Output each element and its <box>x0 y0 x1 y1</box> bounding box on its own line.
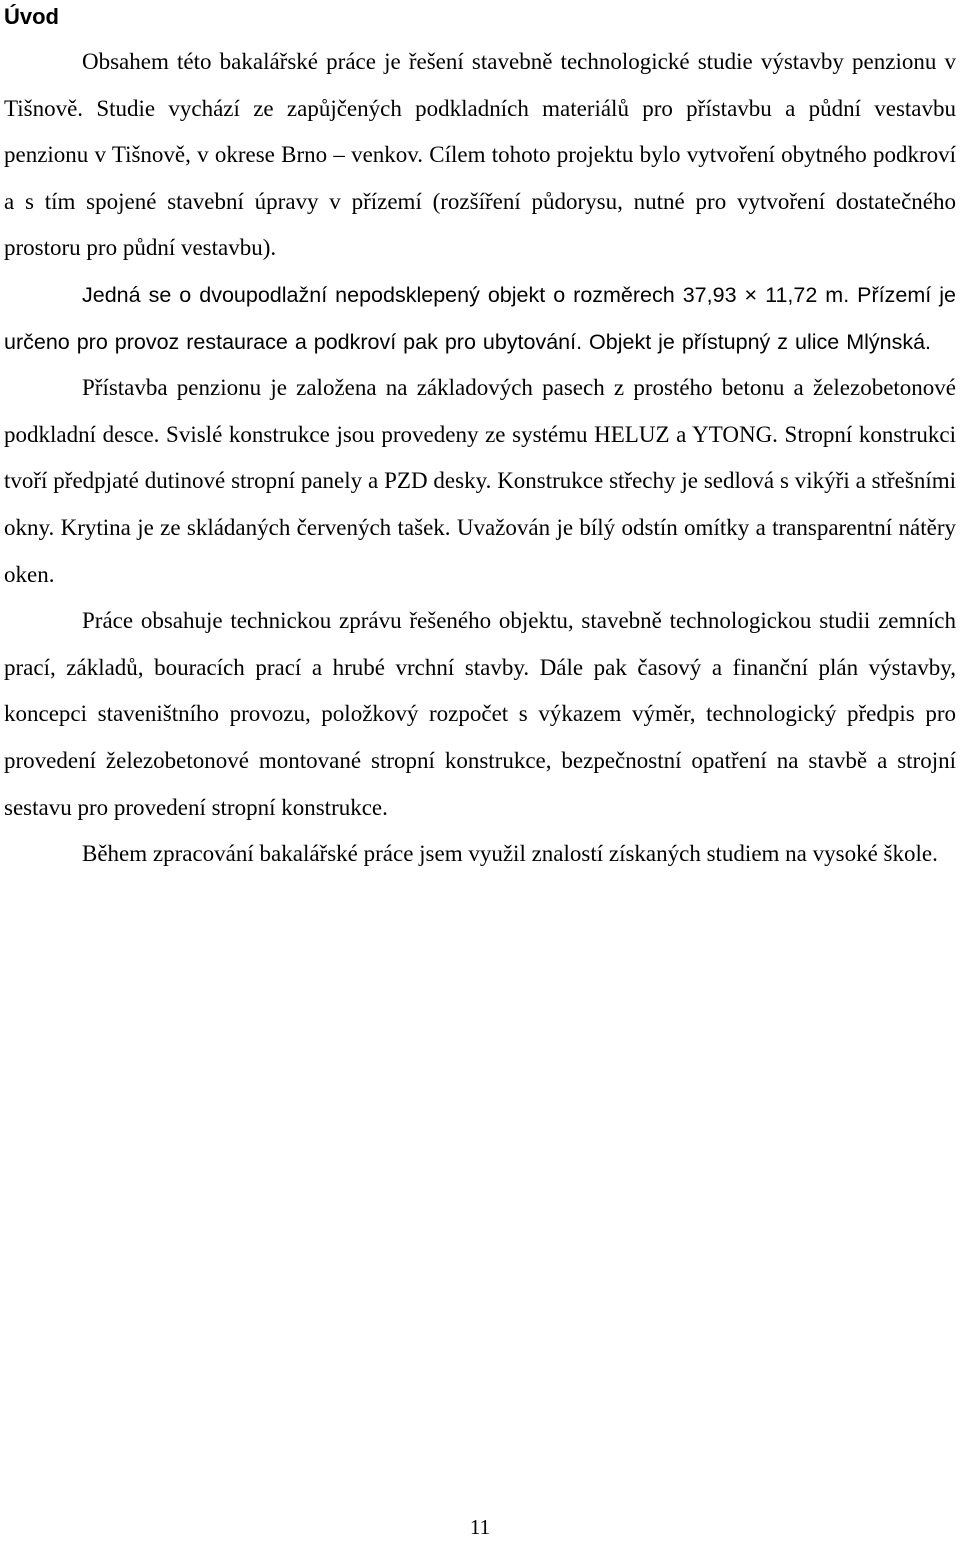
page-number: 11 <box>469 1515 491 1539</box>
body-text <box>4 39 956 878</box>
paragraph-object-description: Jedná se o dvoupodlažní nepodsklepený objekt o rozměrech 37,93 × 11,72 m. Přízemí je určeno pro provoz restaurace a podkroví pak pro ubytování. Objekt je přístupný z ulice Mlýnská. <box>4 282 956 354</box>
paragraph-construction: Přístavba penzionu je založena na základových pasech z prostého betonu a železobetonové podkladní desce. Svislé konstrukce jsou provedeny ze systému HELUZ a YTONG. Stropní konstrukci tvoří předpjaté dutinové stropní panely a PZD desky. Konstrukce střechy je sedlová s vikýři a střešními okny. Krytina je ze skládaných červených tašek. Uvažován je bílý odstín omítky a transparentní nátěry oken. <box>4 375 956 587</box>
paragraph-closing: Během zpracování bakalářské práce jsem využil znalostí získaných studiem na vysoké škole. <box>82 841 938 867</box>
section-heading: Úvod <box>4 4 59 29</box>
paragraph-introduction: Obsahem této bakalářské práce je řešení stavebně technologické studie výstavby penzionu v Tišnově. Studie vychází ze zapůjčených podkladních materiálů pro přístavbu a půdní vestavbu penzionu v Tišnově, v okrese Brno – venkov. Cílem tohoto projektu bylo vytvoření obytného podkroví a s tím spojené stavební úpravy v přízemí (rozšíření půdorysu, nutné pro vytvoření dostatečného prostoru pro půdní vestavbu). <box>4 49 956 261</box>
paragraph-contents: Práce obsahuje technickou zprávu řešeného objektu, stavebně technologickou studii zemních prací, základů, bouracích prací a hrubé vrchní stavby. Dále pak časový a finanční plán výstavby, koncepci staveništního provozu, položkový rozpočet s výkazem výměr, technologický předpis pro provedení železobetonové montované stropní konstrukce, bezpečnostní opatření na stavbě a strojní sestavu pro provedení stropní konstrukce. <box>4 608 956 820</box>
